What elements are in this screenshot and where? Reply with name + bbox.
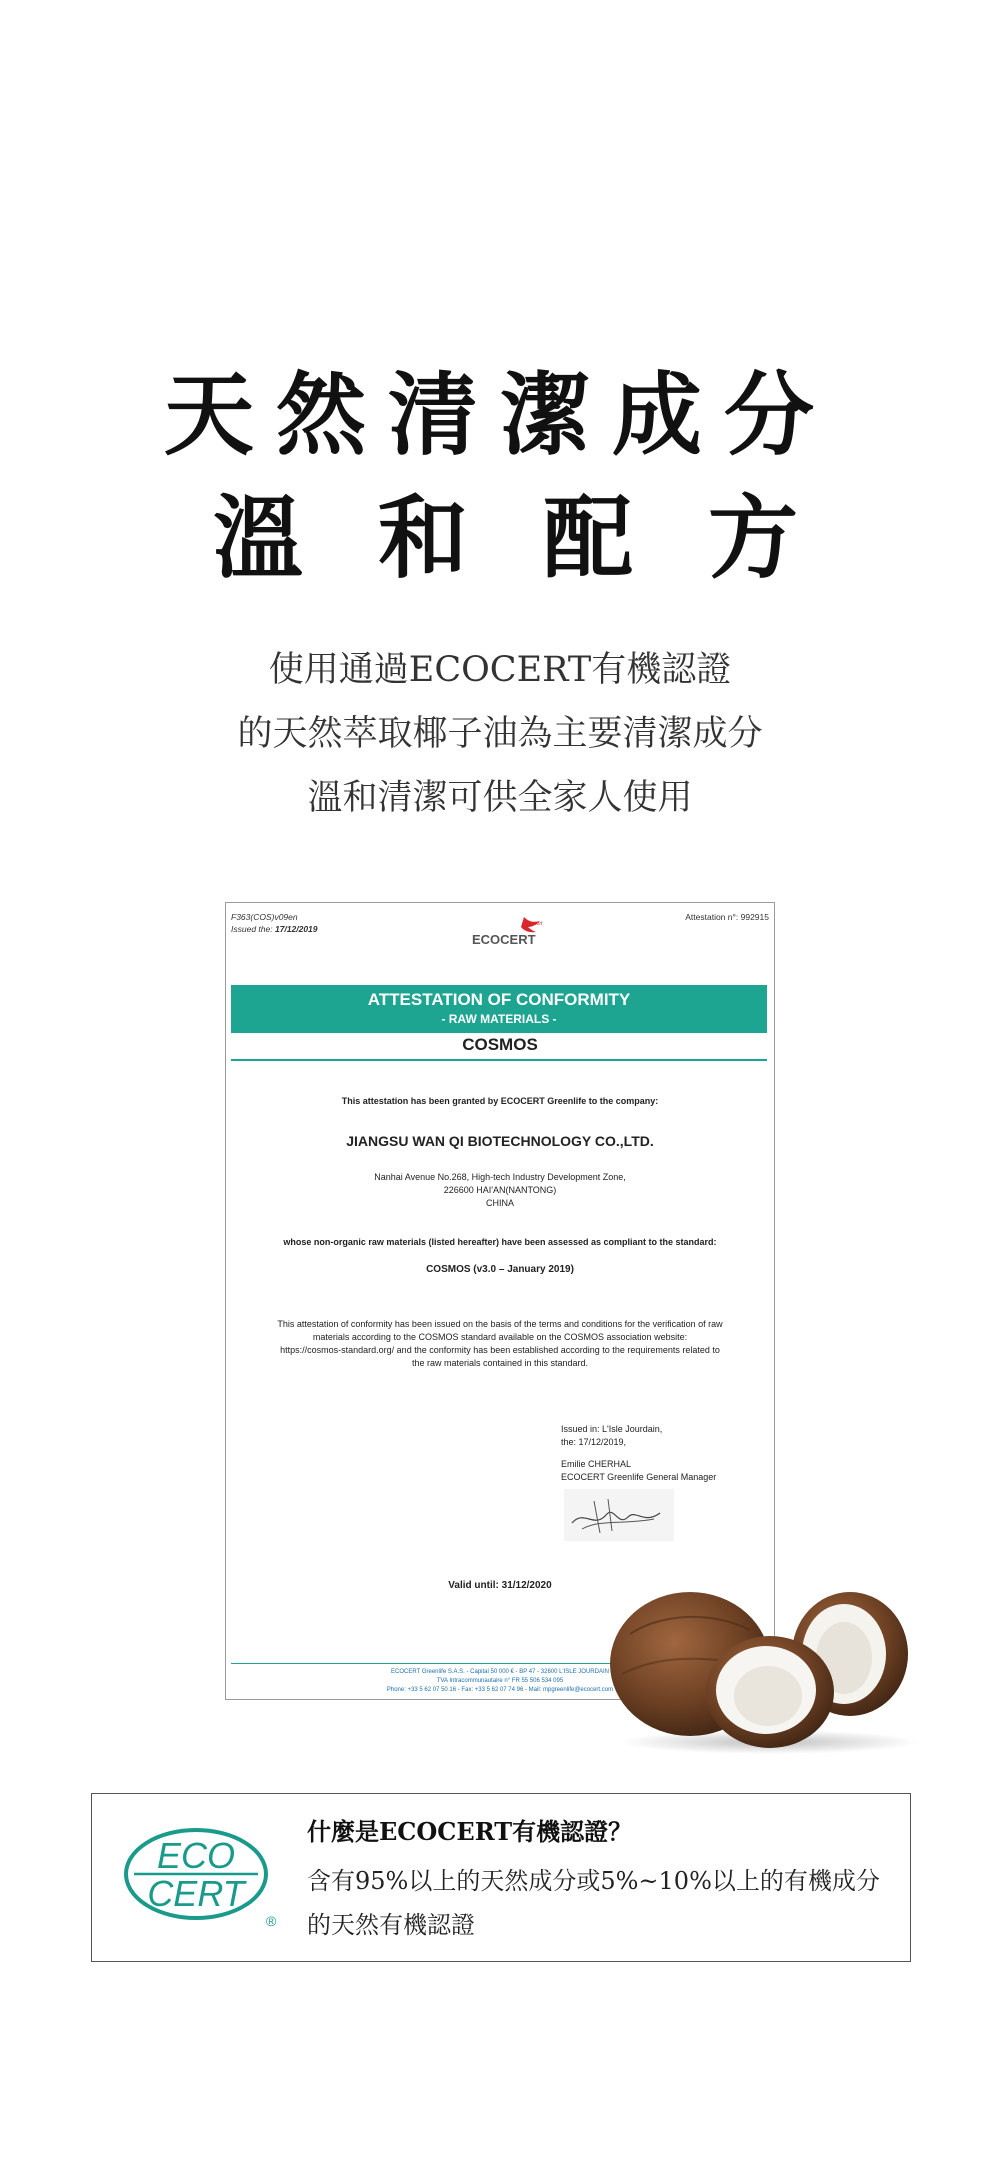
footer-line: Phone: +33 5 62 07 50 16 - Fax: +33 5 62 07 74 96 - Mail: mpgreenlife@ecocert.com [386, 1687, 614, 1693]
footer-line: ECOCERT Greenlife S.A.S. - Capital 50 000 € - BP 47 - 32600 L'ISLE JOURDAIN [391, 1669, 609, 1675]
form-code: F363(COS)v09en Issued the: 17/12/2019 [231, 912, 318, 934]
subtitle-char: 配 [543, 485, 633, 591]
ecocert-bird-logo [466, 915, 556, 949]
description-line: 的天然萃取椰子油為主要清潔成分 [237, 714, 763, 754]
subtitle-char: 和 [378, 485, 468, 591]
registered-mark: ® [266, 1913, 277, 1929]
page-title: 天然清潔成分 [164, 362, 836, 468]
address-line: Nanhai Avenue No.268, High-tech Industry Development Zone, [374, 1172, 626, 1182]
divider [231, 1059, 767, 1061]
address-line: CHINA [485, 1198, 514, 1208]
attestation-number: Attestation n°: 992915 [685, 912, 769, 922]
granted-text: This attestation has been granted by ECOCERT Greenlife to the company: [341, 1096, 659, 1106]
subtitle-char: 溫 [213, 485, 303, 591]
description-line: 溫和清潔可供全家人使用 [307, 778, 693, 818]
logo-cert-text: CERT [147, 1873, 245, 1914]
logo-text: ECOCERT [472, 932, 536, 947]
standard-version: COSMOS (v3.0 – January 2019) [426, 1264, 574, 1275]
signature-scribble [564, 1489, 674, 1541]
description-line: 使用通過ECOCERT有機認證 [268, 650, 732, 690]
body-line: This attestation of conformity has been issued on the basis of the terms and conditions for the verification of raw [277, 1319, 723, 1329]
address-line: 226600 HAI'AN(NANTONG) [443, 1185, 557, 1195]
info-body: 含有95%以上的天然成分或5%~10%以上的有機成分的天然有機認證 [307, 1867, 880, 1939]
valid-until: Valid until: 31/12/2020 [448, 1580, 552, 1591]
signer-title: ECOCERT Greenlife General Manager [561, 1472, 717, 1482]
banner-title: ATTESTATION OF CONFORMITY [367, 990, 631, 1009]
assessed-text: whose non-organic raw materials (listed hereafter) have been assessed as compliant to the standard: [283, 1237, 717, 1247]
attestation-banner [231, 985, 767, 1033]
body-line: the raw materials contained in this standard. [411, 1358, 589, 1368]
page-subtitle [0, 485, 1000, 591]
ecocert-info-box [91, 1793, 911, 1962]
signer-name: Emilie CHERHAL [561, 1459, 632, 1469]
ecocert-logo [122, 1822, 282, 1932]
body-line: materials according to the COSMOS standard available on the COSMOS association website: [312, 1332, 688, 1342]
company-name: JIANGSU WAN QI BIOTECHNOLOGY CO.,LTD. [346, 1133, 654, 1149]
banner-subtitle: - RAW MATERIALS - [441, 1012, 557, 1026]
info-heading: 什麼是ECOCERT有機認證？ [307, 1817, 633, 1846]
issued-on: the: 17/12/2019, [561, 1437, 627, 1447]
subtitle-char: 方 [708, 485, 798, 591]
logo-small-text: ecocert [526, 921, 543, 927]
coconut-illustration [600, 1574, 920, 1754]
issued-in: Issued in: L'Isle Jourdain, [561, 1424, 663, 1434]
footer-line: TVA Intracommunautaire n° FR 55 506 534 095 [436, 1678, 564, 1684]
standard-name: COSMOS [462, 1035, 538, 1054]
logo-eco-text: ECO [156, 1835, 236, 1876]
body-line: https://cosmos-standard.org/ and the conformity has been established according to the requirements related to [280, 1345, 720, 1355]
